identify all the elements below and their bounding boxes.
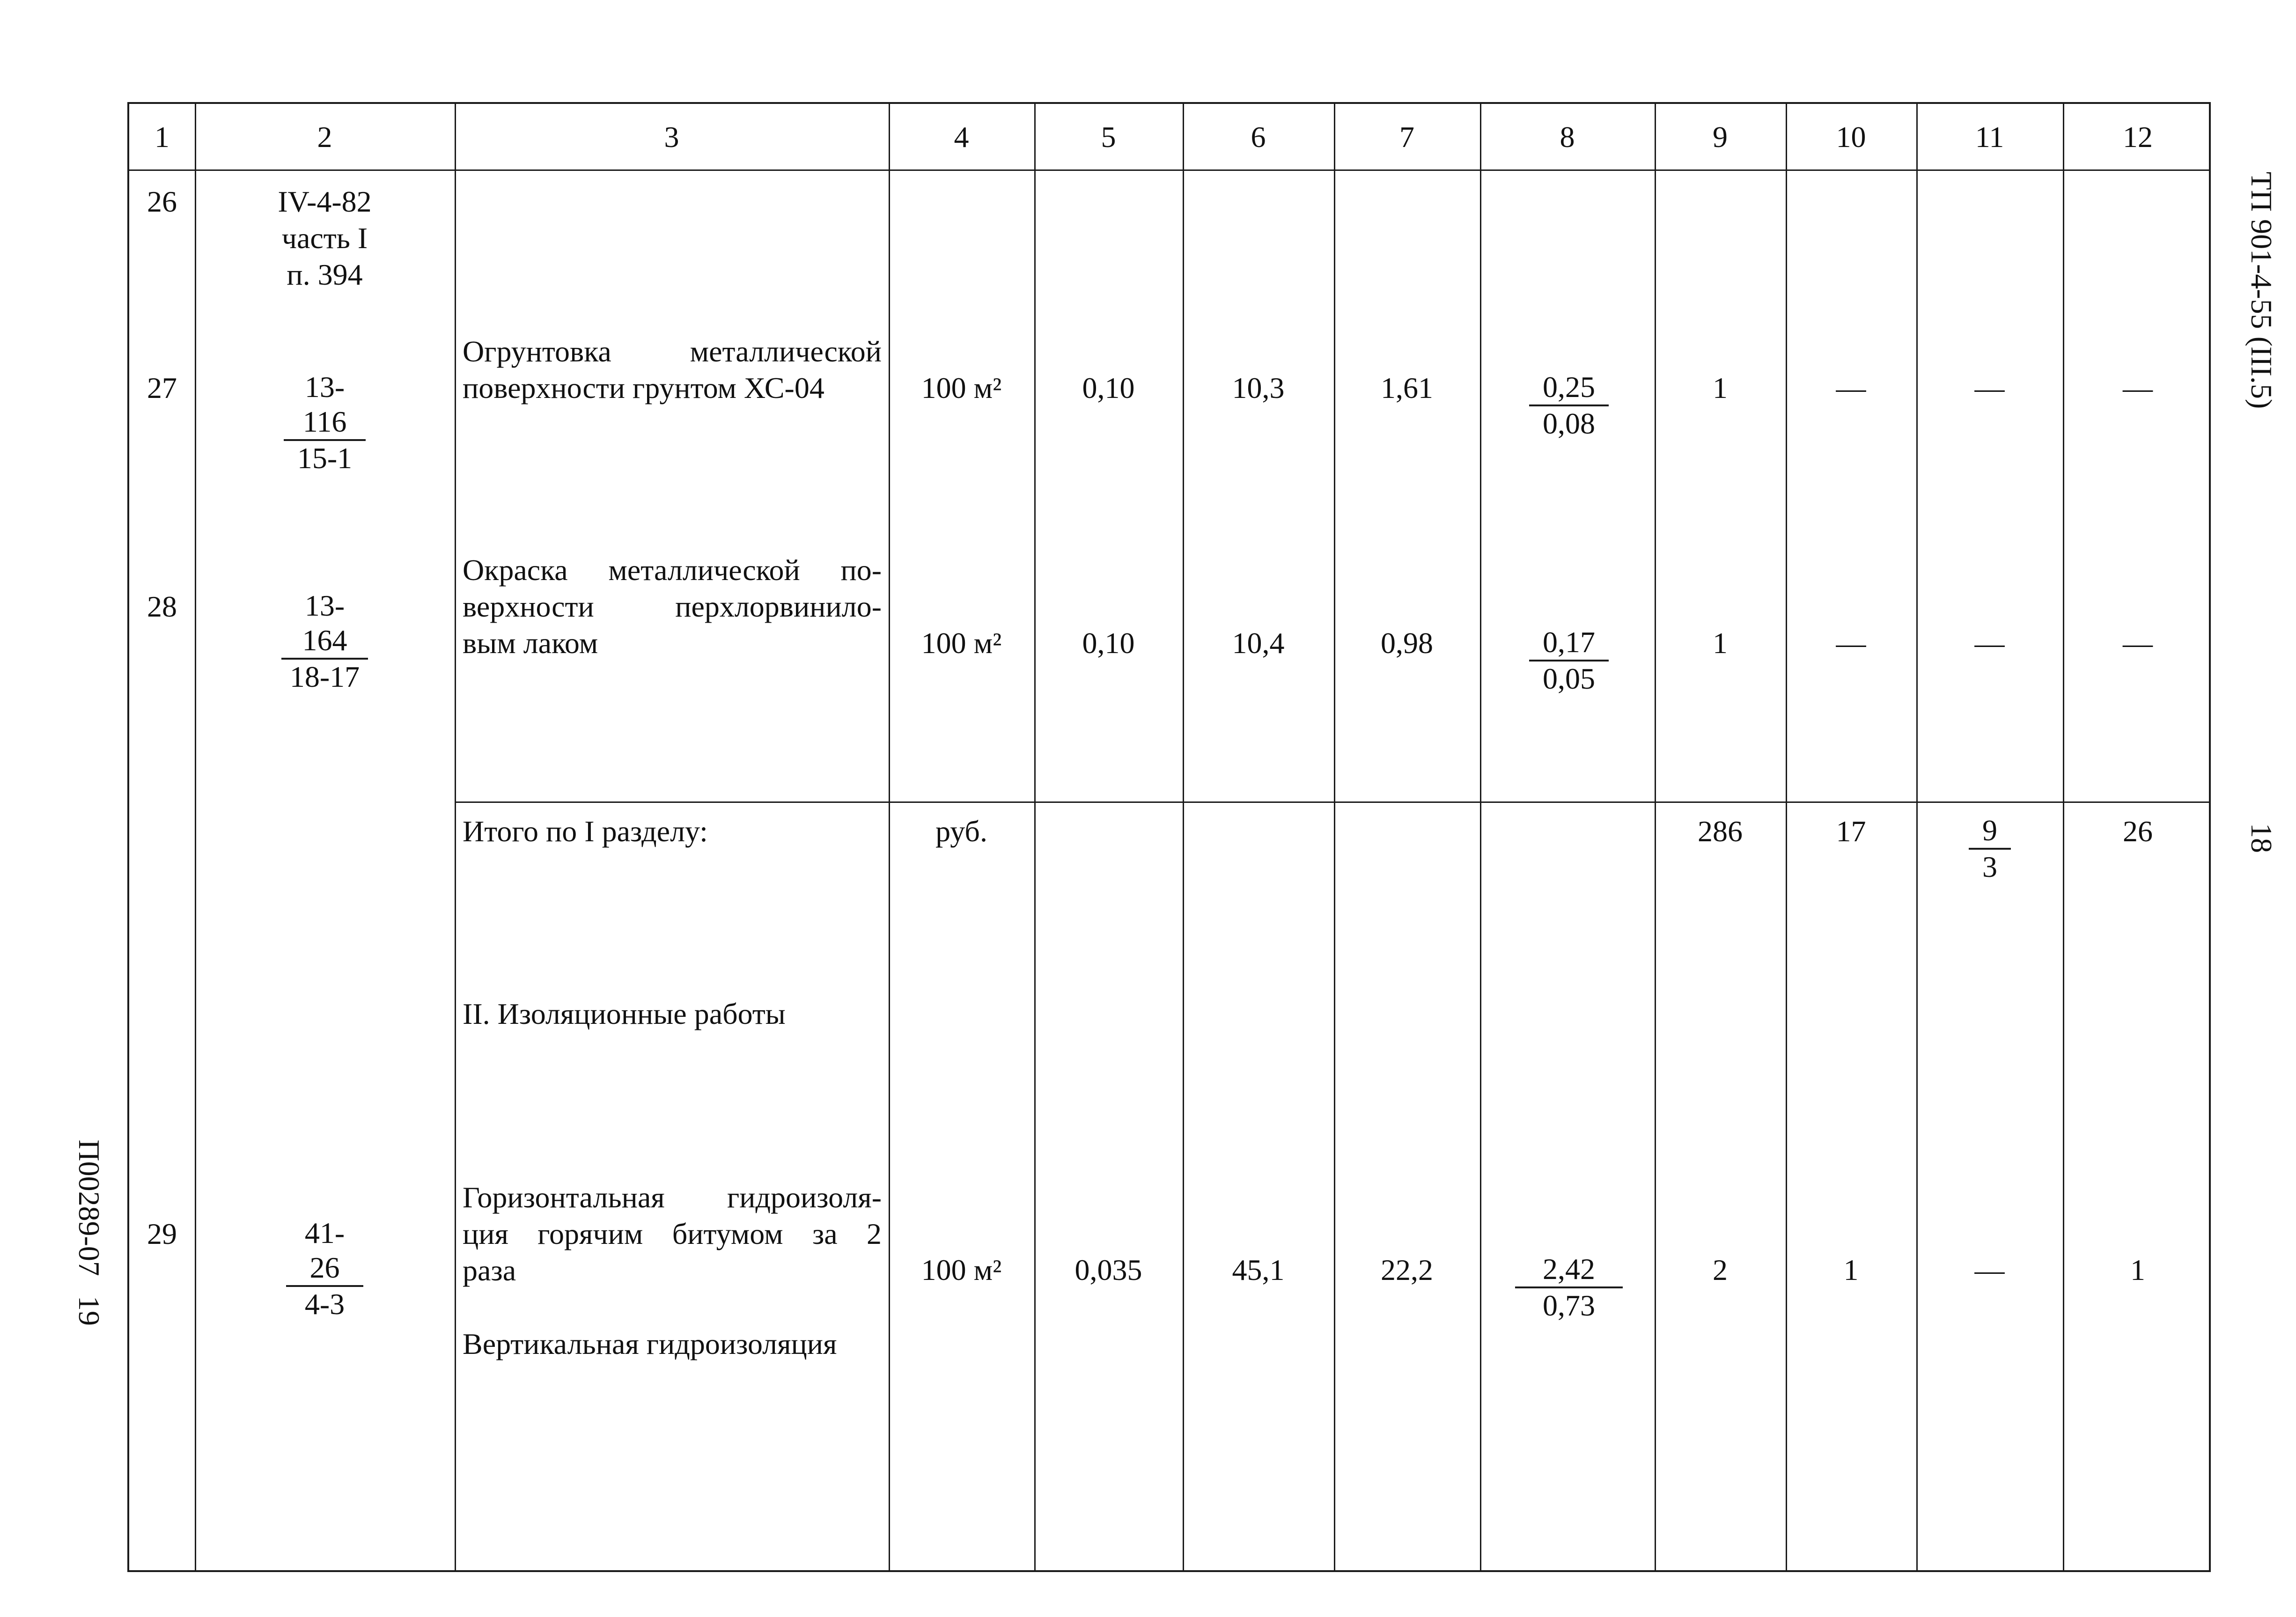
row-29-ref-denominator: 4-3 bbox=[304, 1287, 345, 1321]
row-29-desc-line: Горизонтальная гидроизоля- bbox=[463, 1181, 882, 1214]
row-28-desc-line: вым лаком bbox=[463, 626, 598, 660]
row-28-col12: — bbox=[2123, 626, 2153, 660]
header-col-2: 2 bbox=[317, 120, 332, 154]
total-col9: 286 bbox=[1698, 815, 1743, 848]
header-col-4: 4 bbox=[954, 120, 969, 154]
header-col-3: 3 bbox=[664, 120, 679, 154]
row-27-col12: — bbox=[2123, 371, 2153, 404]
row-29-col6: 45,1 bbox=[1232, 1253, 1285, 1286]
row-28-ref bbox=[281, 588, 368, 694]
row-29-number: 29 bbox=[147, 1217, 177, 1250]
row-29-col7: 22,2 bbox=[1381, 1253, 1433, 1286]
row-29-col9: 2 bbox=[1713, 1253, 1728, 1286]
total-col10: 17 bbox=[1836, 815, 1866, 848]
total-col12: 26 bbox=[2123, 815, 2153, 848]
row-28-unit: 100 м² bbox=[921, 626, 1002, 660]
row-29-col5: 0,035 bbox=[1074, 1253, 1142, 1286]
row-28-description bbox=[463, 552, 882, 662]
row-27-ref bbox=[284, 370, 366, 476]
header-col-5: 5 bbox=[1101, 120, 1116, 154]
page-number-right: 18 bbox=[2245, 823, 2278, 853]
row-27-col7: 1,61 bbox=[1381, 371, 1433, 404]
header-divider bbox=[129, 169, 2209, 171]
row-29-desc-line: ция горячим битумом за 2 bbox=[463, 1217, 882, 1250]
row-29-ref-numerator: 41-26 bbox=[286, 1216, 363, 1287]
header-col-1: 1 bbox=[155, 120, 169, 154]
row-27-col8-numerator: 0,25 bbox=[1529, 370, 1609, 406]
row-27-col8-denominator: 0,08 bbox=[1543, 407, 1595, 440]
column-divider bbox=[1916, 104, 1918, 1570]
row-26-ref-line2: часть I bbox=[281, 221, 368, 255]
estimate-table bbox=[127, 102, 2211, 1572]
row-27-col5: 0,10 bbox=[1082, 371, 1135, 404]
row-28-number: 28 bbox=[147, 590, 177, 623]
header-col-12: 12 bbox=[2123, 120, 2153, 154]
total-col11-numerator: 9 bbox=[1969, 813, 2011, 850]
column-divider bbox=[195, 104, 196, 1570]
section-2-title: II. Изоляционные работы bbox=[463, 997, 786, 1030]
row-29-col12: 1 bbox=[2130, 1253, 2145, 1286]
row-28-col10: — bbox=[1836, 626, 1866, 660]
row-29-col8 bbox=[1515, 1252, 1623, 1323]
header-col-9: 9 bbox=[1713, 120, 1728, 154]
row-28-col7: 0,98 bbox=[1381, 626, 1433, 660]
row-28-col11: — bbox=[1974, 626, 2005, 660]
header-col-6: 6 bbox=[1251, 120, 1266, 154]
row-28-col8-numerator: 0,17 bbox=[1529, 625, 1609, 662]
header-col-7: 7 bbox=[1399, 120, 1414, 154]
row-29-col8-denominator: 0,73 bbox=[1543, 1289, 1595, 1322]
row-27-number: 27 bbox=[147, 371, 177, 404]
row-29-description bbox=[463, 1179, 882, 1289]
row-27-ref-denominator: 15-1 bbox=[297, 441, 353, 475]
row-29-desc-line: раза bbox=[463, 1254, 516, 1287]
page-number-left: 19 bbox=[73, 1296, 106, 1326]
row-27-col10: — bbox=[1836, 371, 1866, 404]
row-28-col5: 0,10 bbox=[1082, 626, 1135, 660]
total-col11-denominator: 3 bbox=[1982, 850, 1997, 883]
row-29-ref bbox=[286, 1216, 363, 1322]
vertical-waterproofing-description: Вертикальная гидроизоляция bbox=[463, 1327, 837, 1360]
row-29-unit: 100 м² bbox=[921, 1253, 1002, 1286]
total-label: Итого по I разделу: bbox=[463, 815, 708, 848]
column-divider bbox=[455, 104, 456, 1570]
row-27-col8 bbox=[1529, 370, 1609, 441]
row-28-col6: 10,4 bbox=[1232, 626, 1285, 660]
column-divider bbox=[1480, 104, 1481, 1570]
row-27-ref-numerator: 13-116 bbox=[284, 370, 366, 441]
row-27-desc-line: Огрунтовка металлической bbox=[463, 335, 882, 368]
column-divider bbox=[1334, 104, 1335, 1570]
header-col-8: 8 bbox=[1560, 120, 1575, 154]
row-26-ref-line1: IV-4-82 bbox=[278, 185, 372, 218]
row-28-desc-line: Окраска металлической по- bbox=[463, 553, 882, 587]
row-28-col9: 1 bbox=[1713, 626, 1728, 660]
row-27-desc-line: поверхности грунтом ХС-04 bbox=[463, 371, 824, 404]
row-27-col11: — bbox=[1974, 371, 2005, 404]
row-27-col9: 1 bbox=[1713, 371, 1728, 404]
row-29-col10: 1 bbox=[1843, 1253, 1859, 1286]
column-divider bbox=[1183, 104, 1184, 1570]
header-col-11: 11 bbox=[1975, 120, 2004, 154]
total-unit: руб. bbox=[935, 815, 987, 848]
row-27-description bbox=[463, 333, 882, 406]
row-27-col6: 10,3 bbox=[1232, 371, 1285, 404]
total-col11 bbox=[1969, 813, 2011, 884]
album-code: П00289-07 bbox=[73, 1139, 106, 1276]
column-divider bbox=[1034, 104, 1036, 1570]
row-28-col8 bbox=[1529, 625, 1609, 696]
total-row-divider bbox=[455, 801, 2209, 803]
row-28-desc-line: верхности перхлорвинило- bbox=[463, 590, 882, 623]
row-28-ref-numerator: 13-164 bbox=[281, 588, 368, 660]
document-code: ТП 901-4-55 (III.5) bbox=[2245, 171, 2278, 409]
row-28-col8-denominator: 0,05 bbox=[1543, 662, 1595, 695]
row-29-col11: — bbox=[1974, 1253, 2005, 1286]
row-29-col8-numerator: 2,42 bbox=[1515, 1252, 1623, 1288]
row-27-unit: 100 м² bbox=[921, 371, 1002, 404]
row-26-number: 26 bbox=[147, 185, 177, 218]
header-col-10: 10 bbox=[1836, 120, 1866, 154]
row-28-ref-denominator: 18-17 bbox=[289, 660, 360, 693]
row-26-ref-line3: п. 394 bbox=[287, 258, 363, 291]
